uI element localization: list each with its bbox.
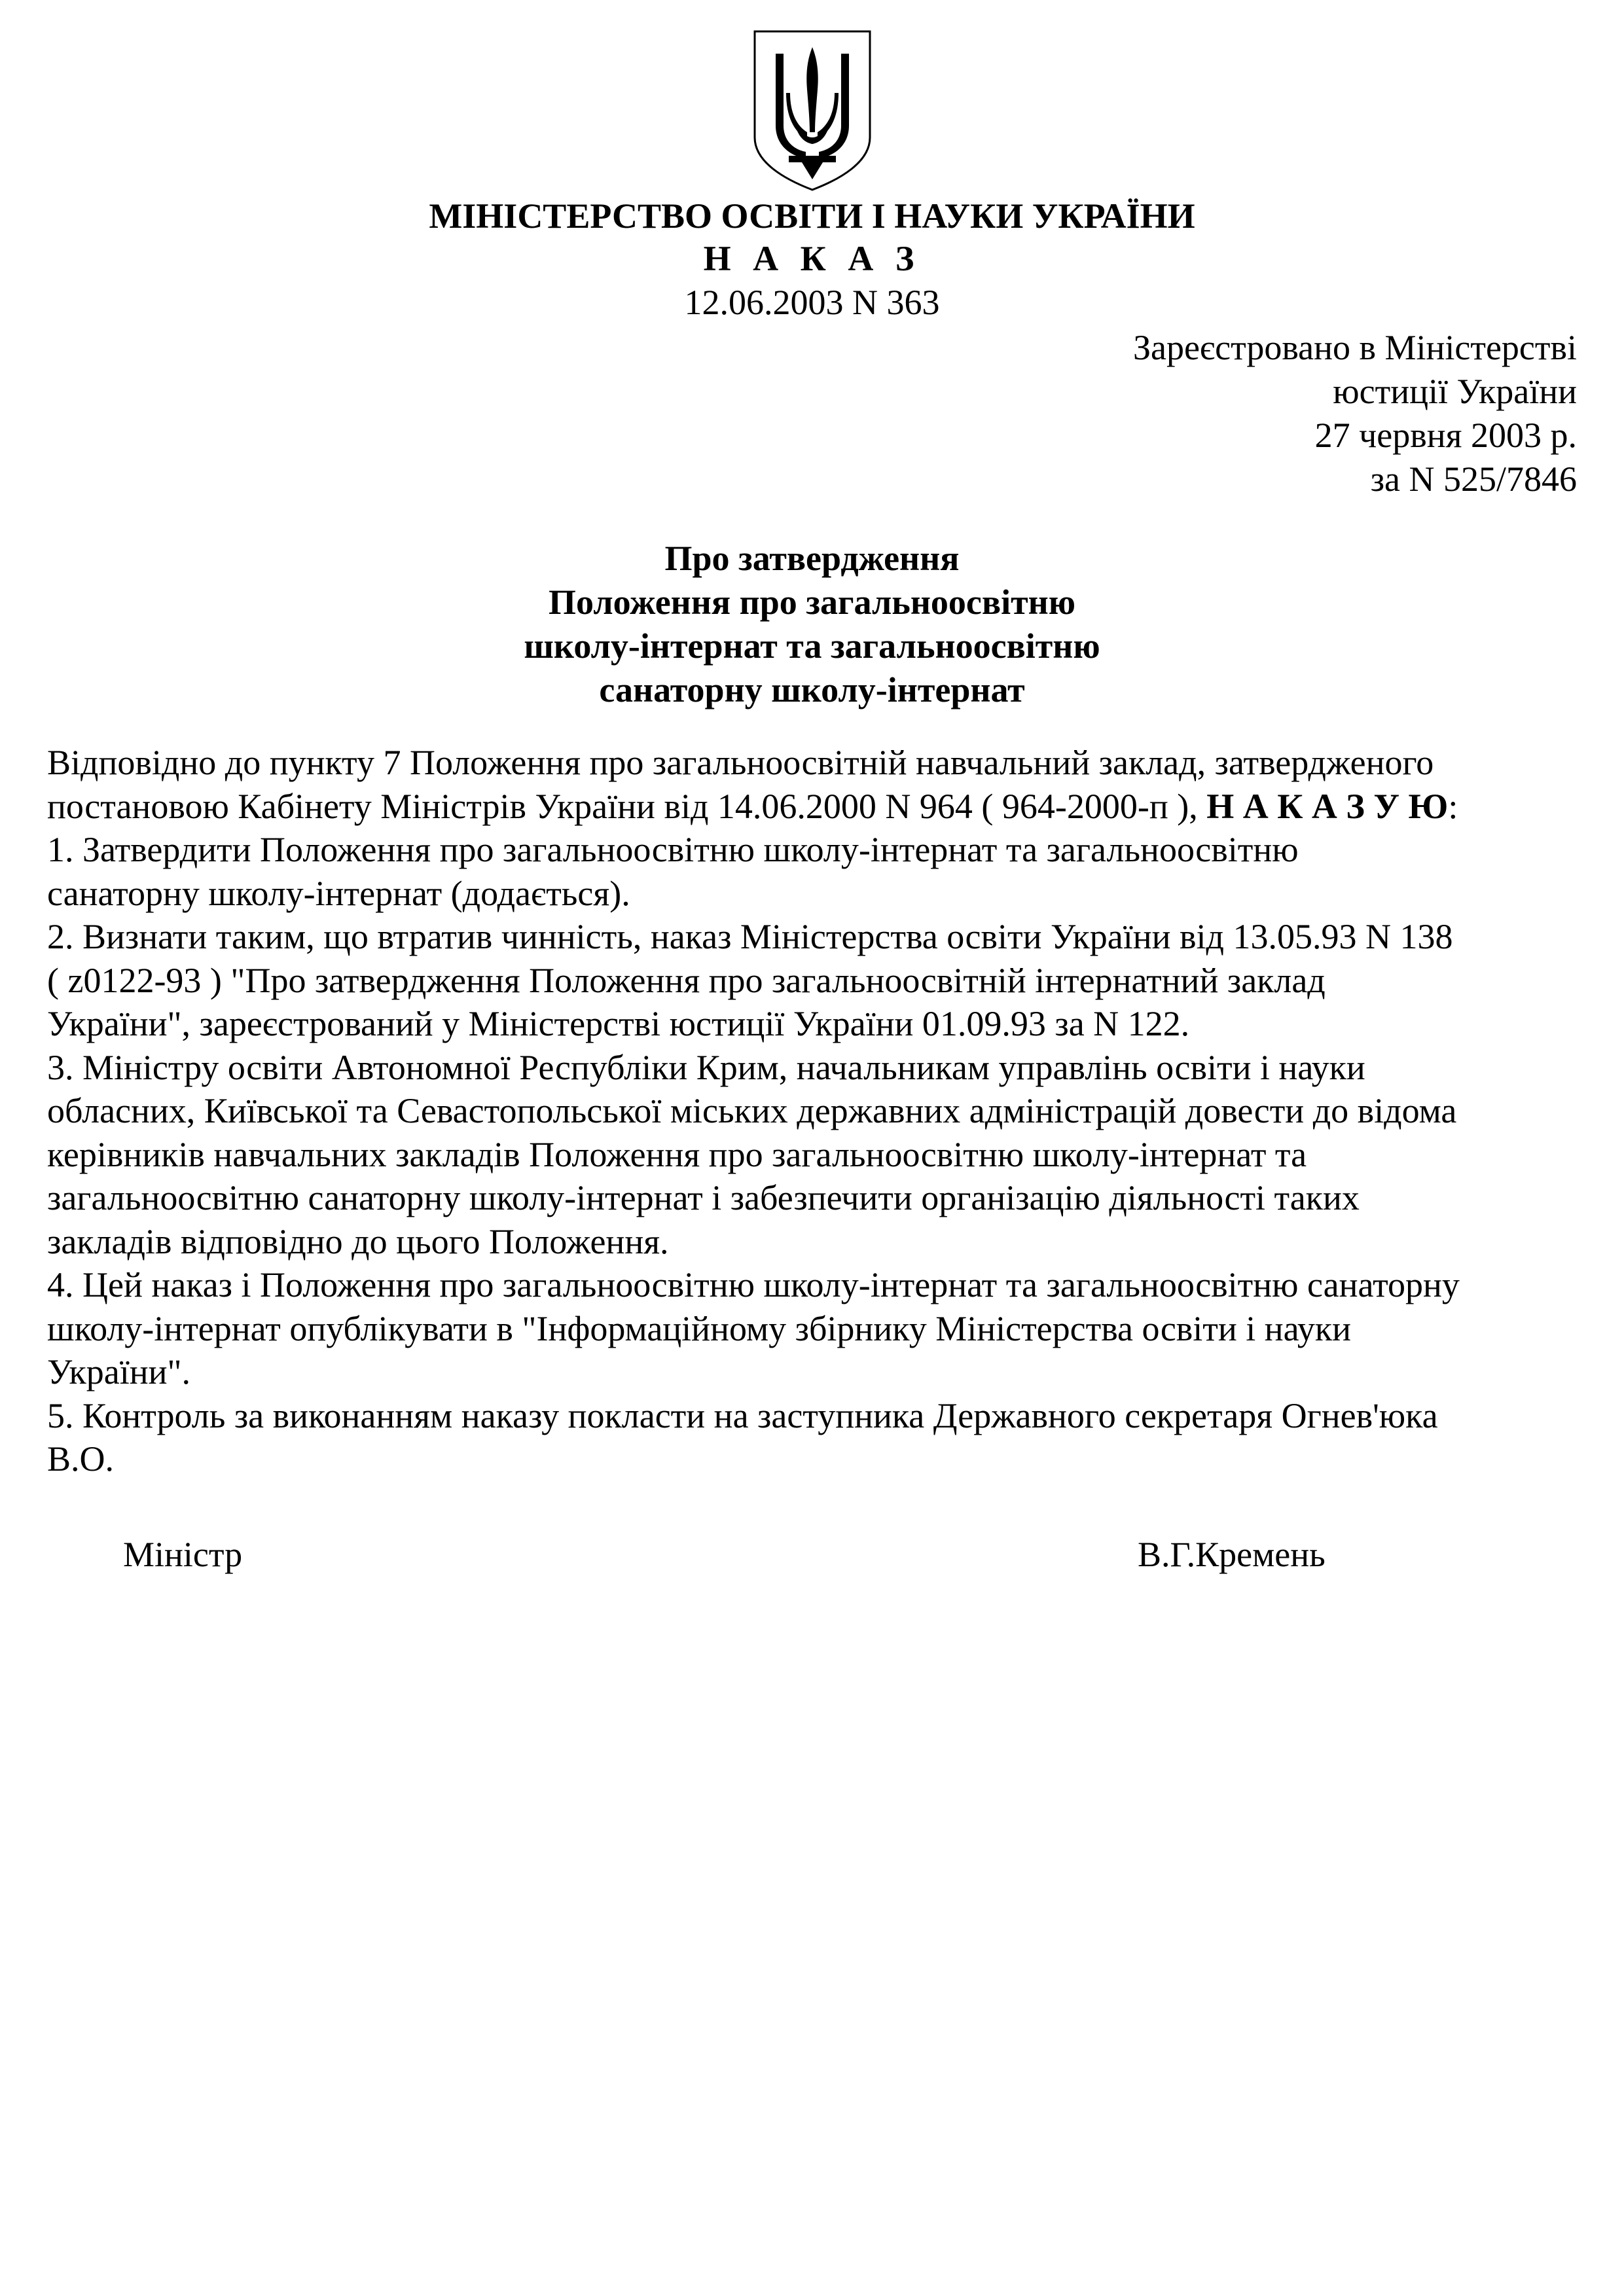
body-line: 5. Контроль за виконанням наказу покласти на заступника Державного секретаря Огнев'юка — [47, 1395, 1438, 1435]
body-line: санаторну школу-інтернат (додається). — [47, 873, 630, 913]
body-line: обласних, Київської та Севастопольської міських державних адміністрацій довести до відома — [47, 1091, 1457, 1130]
registration-line: за N 525/7846 — [1370, 459, 1577, 499]
document-type: Н А К А З — [703, 239, 921, 278]
body-line: 3. Міністру освіти Автономної Республіки Крим, начальникам управлінь освіти і науки — [47, 1047, 1365, 1087]
body-line: Відповідно до пункту 7 Положення про загальноосвітній навчальний заклад, затвердженого — [47, 743, 1434, 782]
document-date-number: 12.06.2003 N 363 — [684, 283, 940, 322]
body-line: 4. Цей наказ і Положення про загальноосвітню школу-інтернат та загальноосвітню санаторну — [47, 1265, 1460, 1304]
body-line: України". — [47, 1352, 191, 1391]
body-line: закладів відповідно до цього Положення. — [47, 1221, 669, 1261]
body-line: України", зареєстрований у Міністерстві юстиції України 01.09.93 за N 122. — [47, 1004, 1190, 1043]
document-title — [0, 537, 1624, 712]
title-line: санаторну школу-інтернат — [599, 670, 1025, 709]
signatory-position: Міністр — [123, 1535, 243, 1574]
trident-emblem-icon — [749, 27, 875, 192]
order-word: Н А К А З У Ю — [1206, 786, 1449, 826]
body-line: загальноосвітню санаторну школу-інтернат і забезпечити організацію діяльності таких — [47, 1178, 1360, 1217]
body-line: 2. Визнати таким, що втратив чинність, наказ Міністерства освіти України від 13.05.93 N 138 — [47, 917, 1453, 956]
intro-text: постановою Кабінету Міністрів України від 14.06.2000 N 964 ( 964-2000-п ), — [47, 786, 1207, 826]
registration-line: Зареєстровано в Міністерстві — [1132, 328, 1577, 367]
body-line: керівників навчальних закладів Положення про загальноосвітню школу-інтернат та — [47, 1134, 1307, 1174]
body-line: ( z0122-93 ) "Про затвердження Положення про загальноосвітній інтернатний заклад — [47, 960, 1326, 1000]
signatory-name: В.Г.Кремень — [1138, 1535, 1326, 1574]
body-line: В.О. — [47, 1439, 115, 1479]
intro-end: : — [1448, 786, 1458, 826]
title-line: Про затвердження — [664, 539, 960, 578]
registration-block — [1133, 326, 1577, 501]
body-line: школу-інтернат опублікувати в "Інформаційному збірнику Міністерства освіти і науки — [47, 1308, 1352, 1348]
body-line — [47, 785, 1579, 829]
registration-line: 27 червня 2003 р. — [1314, 416, 1577, 455]
title-line: Положення про загальноосвітню — [549, 583, 1075, 622]
document-body — [47, 741, 1579, 1481]
ministry-name: МІНІСТЕРСТВО ОСВІТИ І НАУКИ УКРАЇНИ — [429, 196, 1195, 236]
body-line: 1. Затвердити Положення про загальноосвітню школу-інтернат та загальноосвітню — [47, 830, 1299, 869]
title-line: школу-інтернат та загальноосвітню — [524, 626, 1100, 666]
registration-line: юстиції України — [1333, 372, 1577, 411]
